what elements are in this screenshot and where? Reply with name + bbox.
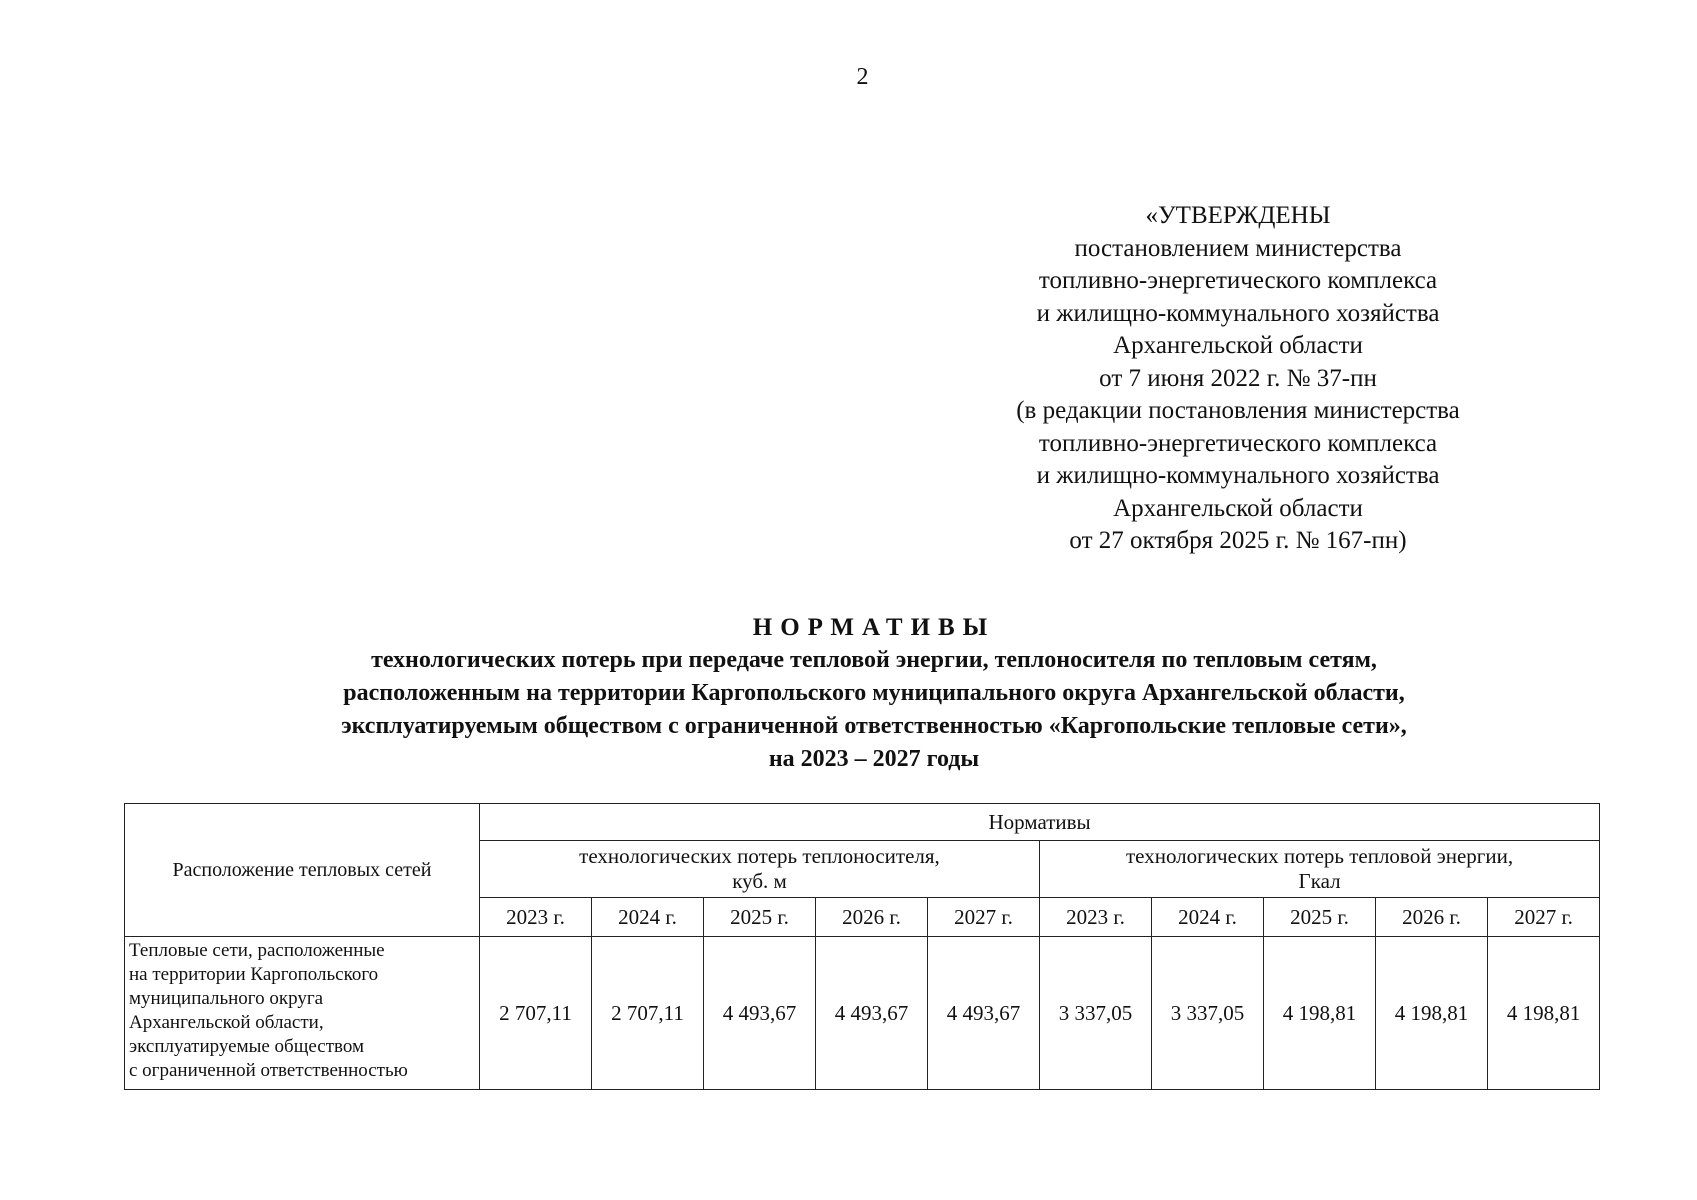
approval-line: Архангельской области — [1113, 332, 1363, 359]
approval-line: топливно-энергетического комплекса — [1038, 429, 1438, 457]
heat-value-cell: 4 198,81 — [1488, 937, 1600, 1090]
coolant-value-cell: 2 707,11 — [592, 937, 704, 1090]
coolant-header-unit: куб. м — [732, 869, 787, 893]
location-line: эксплуатируемые обществом — [129, 1036, 365, 1057]
location-line: Тепловые сети, расположенные — [129, 940, 385, 961]
coolant-value-cell: 2 707,11 — [480, 937, 592, 1090]
approval-line: и жилищно-коммунального хозяйства — [1036, 299, 1440, 327]
heat-header-line: технологических потерь тепловой энергии, — [1126, 844, 1514, 868]
title-subtitle-line: технологических потерь при передаче тепловой энергии, теплоносителя по тепловым сетям, — [371, 647, 1377, 673]
year-header: 2027 г. — [928, 898, 1040, 937]
title-heading: НОРМАТИВЫ — [752, 614, 996, 641]
year-header: 2025 г. — [1264, 898, 1376, 937]
approval-stamp — [968, 200, 1508, 558]
norms-table — [124, 803, 1600, 1090]
coolant-value-cell: 4 493,67 — [704, 937, 816, 1090]
year-header: 2023 г. — [1040, 898, 1152, 937]
location-line: муниципального округа — [129, 988, 324, 1009]
location-line: на территории Каргопольского — [129, 964, 379, 985]
document-title — [0, 612, 1697, 776]
heat-value-cell: 3 337,05 — [1152, 937, 1264, 1090]
approval-line: «УТВЕРЖДЕНЫ — [1145, 202, 1331, 229]
year-header: 2027 г. — [1488, 898, 1600, 937]
coolant-losses-header — [480, 841, 1040, 898]
location-line: Архангельской области, — [129, 1012, 324, 1033]
heat-value-cell: 3 337,05 — [1040, 937, 1152, 1090]
coolant-header-line: технологических потерь теплоносителя, — [579, 844, 940, 868]
heat-value-cell: 4 198,81 — [1376, 937, 1488, 1090]
coolant-value-cell: 4 493,67 — [928, 937, 1040, 1090]
location-line: с ограниченной ответственностью — [129, 1060, 408, 1081]
location-cell — [125, 937, 480, 1090]
location-column-header: Расположение тепловых сетей — [125, 804, 480, 937]
coolant-value-cell: 4 493,67 — [816, 937, 928, 1090]
approval-line: от 27 октября 2025 г. № 167-пн) — [1069, 527, 1407, 554]
title-subtitle-line: эксплуатируемым обществом с ограниченной ответственностью «Каргопольские тепловые сети», — [341, 713, 1407, 739]
year-header: 2024 г. — [1152, 898, 1264, 937]
approval-line: Архангельской области — [1113, 494, 1363, 522]
year-header: 2023 г. — [480, 898, 592, 937]
page-number: 2 — [856, 64, 869, 90]
table-row — [125, 937, 1600, 1090]
heat-value-cell: 4 198,81 — [1264, 937, 1376, 1090]
approval-line: от 7 июня 2022 г. № 37-пн — [1099, 364, 1377, 392]
heat-header-unit: Гкал — [1298, 869, 1341, 893]
title-subtitle-line: расположенным на территории Каргопольского муниципального округа Архангельской области, — [343, 680, 1405, 706]
year-header: 2026 г. — [1376, 898, 1488, 937]
approval-line: постановлением министерства — [1074, 234, 1402, 262]
heat-losses-header — [1040, 841, 1600, 898]
norms-header: Нормативы — [480, 804, 1600, 841]
title-subtitle-line: на 2023 – 2027 годы — [768, 746, 980, 772]
year-header: 2026 г. — [816, 898, 928, 937]
year-header: 2024 г. — [592, 898, 704, 937]
approval-line: и жилищно-коммунального хозяйства — [1036, 462, 1440, 489]
approval-line: топливно-энергетического комплекса — [1038, 267, 1438, 294]
year-header: 2025 г. — [704, 898, 816, 937]
approval-line: (в редакции постановления министерства — [1016, 397, 1460, 424]
